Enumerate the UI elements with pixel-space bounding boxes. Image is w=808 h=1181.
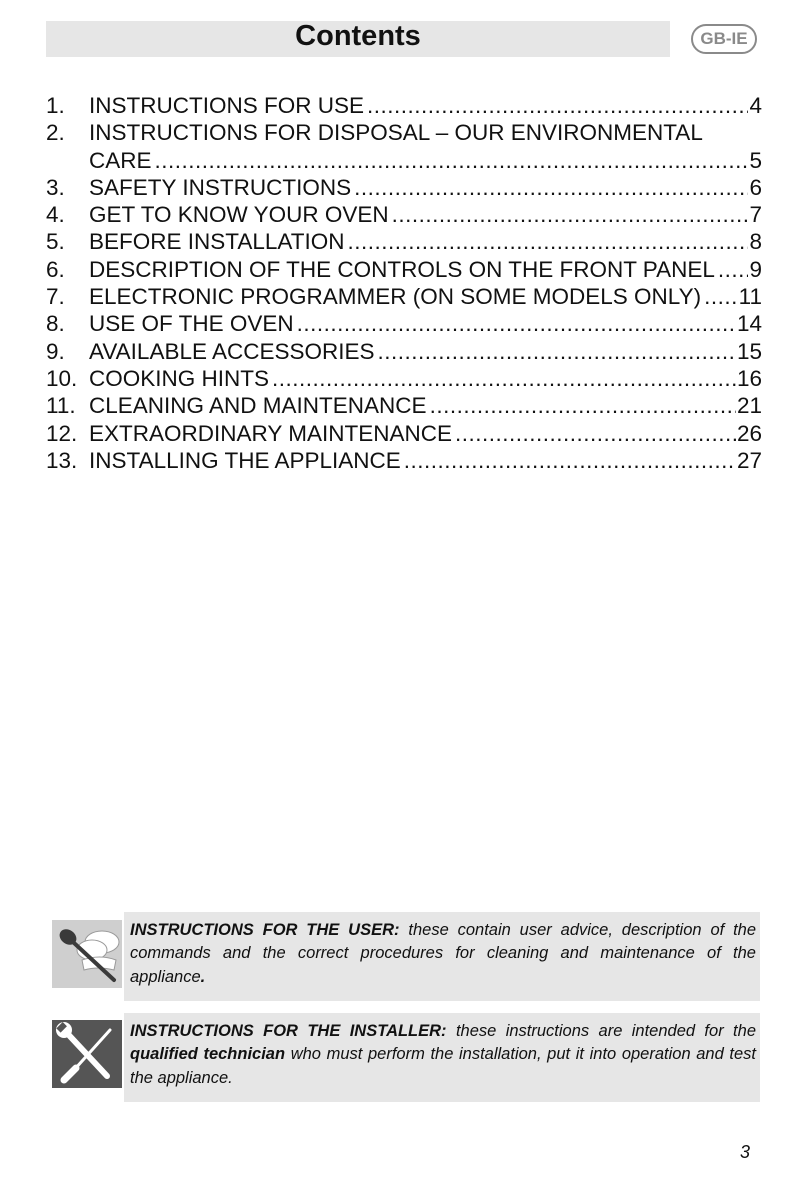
note-heading: INSTRUCTIONS FOR THE USER:	[130, 921, 400, 939]
toc-entry-4[interactable]	[46, 201, 762, 228]
toc-number: 7.	[46, 284, 65, 310]
toc-entry-3[interactable]	[46, 174, 762, 201]
toc-entry-5[interactable]	[46, 228, 762, 255]
toc-leader-dots	[347, 228, 748, 255]
note-text: these instructions are intended for the	[455, 1022, 756, 1040]
toc-entry-11[interactable]	[46, 392, 762, 419]
toc-leader-dots	[430, 392, 736, 419]
toc-leader-dots	[404, 447, 736, 474]
toc-label: DESCRIPTION OF THE CONTROLS ON THE FRONT PANEL	[89, 256, 715, 282]
toc-number: 4.	[46, 202, 65, 228]
toc-label: SAFETY INSTRUCTIONS	[89, 174, 352, 200]
toc-label: USE OF THE OVEN	[89, 311, 294, 337]
toc-label: GET TO KNOW YOUR OVEN	[89, 202, 389, 228]
toc-leader-dots	[354, 174, 748, 201]
toc-label-line1: INSTRUCTIONS FOR DISPOSAL – OUR ENVIRONMENTAL	[89, 120, 703, 146]
region-badge: GB-IE	[691, 24, 757, 54]
toc-label: BEFORE INSTALLATION	[89, 229, 345, 255]
toc-leader-dots	[718, 256, 749, 283]
wrench-screwdriver-icon	[52, 1020, 122, 1088]
toc-number: 1.	[46, 93, 65, 118]
toc-label: EXTRAORDINARY MAINTENANCE	[89, 420, 452, 446]
toc-page-number: 15	[736, 338, 762, 364]
toc-entry-7[interactable]	[46, 283, 762, 310]
toc-entry-2[interactable]	[46, 119, 762, 146]
toc-page-number: 5	[749, 147, 762, 173]
note-emphasis: qualified technician	[130, 1045, 286, 1064]
toc-label: COOKING HINTS	[89, 365, 270, 391]
toc-leader-dots	[378, 338, 736, 365]
installer-instructions-note	[124, 1013, 760, 1102]
toc-page-number: 14	[736, 311, 762, 337]
user-instructions-note: INSTRUCTIONS FOR THE USER: these contain user advice, description of the commands and the correct procedures for cleaning and maintenance of the appliance.	[124, 912, 760, 1001]
toc-leader-dots	[367, 92, 748, 119]
note-text-end: who must perform the installation, put it into operation and test the appliance.	[130, 1045, 756, 1087]
toc-page-number: 11	[738, 284, 762, 310]
chef-hat-spoon-icon	[52, 920, 122, 988]
toc-entry-9[interactable]	[46, 338, 762, 365]
toc-entry-13[interactable]	[46, 447, 762, 474]
toc-entry-12[interactable]	[46, 420, 762, 447]
toc-number: 11.	[46, 393, 76, 419]
toc-page-number: 27	[736, 447, 762, 473]
toc-number: 2.	[46, 120, 65, 146]
toc-label: CARE	[89, 147, 152, 173]
page-title-text: Contents	[295, 20, 421, 52]
toc-leader-dots	[392, 201, 749, 228]
toc-entry-2-continued[interactable]	[46, 147, 762, 174]
toc-page-number: 21	[736, 393, 762, 419]
toc-page-number: 8	[749, 229, 762, 255]
page-title	[46, 21, 670, 57]
toc-entry-10[interactable]	[46, 365, 762, 392]
toc-page-number: 4	[749, 93, 762, 118]
toc-number: 12.	[46, 420, 78, 446]
toc-number: 13.	[46, 447, 78, 473]
note-text: these contain user advice, description of the commands and the correct procedures for cleaning and maintenance of the appliance	[130, 921, 757, 986]
note-heading: INSTRUCTIONS FOR THE INSTALLER:	[130, 1022, 447, 1040]
toc-leader-dots	[297, 310, 736, 337]
table-of-contents	[46, 92, 762, 474]
toc-label: ELECTRONIC PROGRAMMER (ON SOME MODELS ONLY)	[89, 284, 702, 310]
toc-leader-dots	[155, 147, 749, 174]
toc-entry-1[interactable]	[46, 92, 762, 119]
toc-entry-8[interactable]	[46, 310, 762, 337]
toc-page-number: 9	[749, 256, 762, 282]
toc-page-number: 7	[749, 202, 762, 228]
toc-page-number: 26	[736, 420, 762, 446]
toc-leader-dots	[455, 420, 736, 447]
toc-entry-6[interactable]	[46, 256, 762, 283]
toc-number: 9.	[46, 338, 65, 364]
toc-label: AVAILABLE ACCESSORIES	[89, 338, 375, 364]
toc-page-number: 6	[749, 174, 762, 200]
toc-label: INSTALLING THE APPLIANCE	[89, 447, 401, 473]
toc-leader-dots	[704, 283, 737, 310]
toc-number: 10.	[46, 365, 78, 391]
toc-number: 8.	[46, 311, 65, 337]
page-number: 3	[740, 1142, 751, 1162]
toc-number: 5.	[46, 229, 65, 255]
toc-page-number: 16	[736, 365, 762, 391]
toc-label: CLEANING AND MAINTENANCE	[89, 393, 427, 419]
toc-label: INSTRUCTIONS FOR USE	[89, 93, 365, 118]
toc-number: 6.	[46, 256, 65, 282]
toc-number: 3.	[46, 174, 65, 200]
toc-leader-dots	[272, 365, 736, 392]
